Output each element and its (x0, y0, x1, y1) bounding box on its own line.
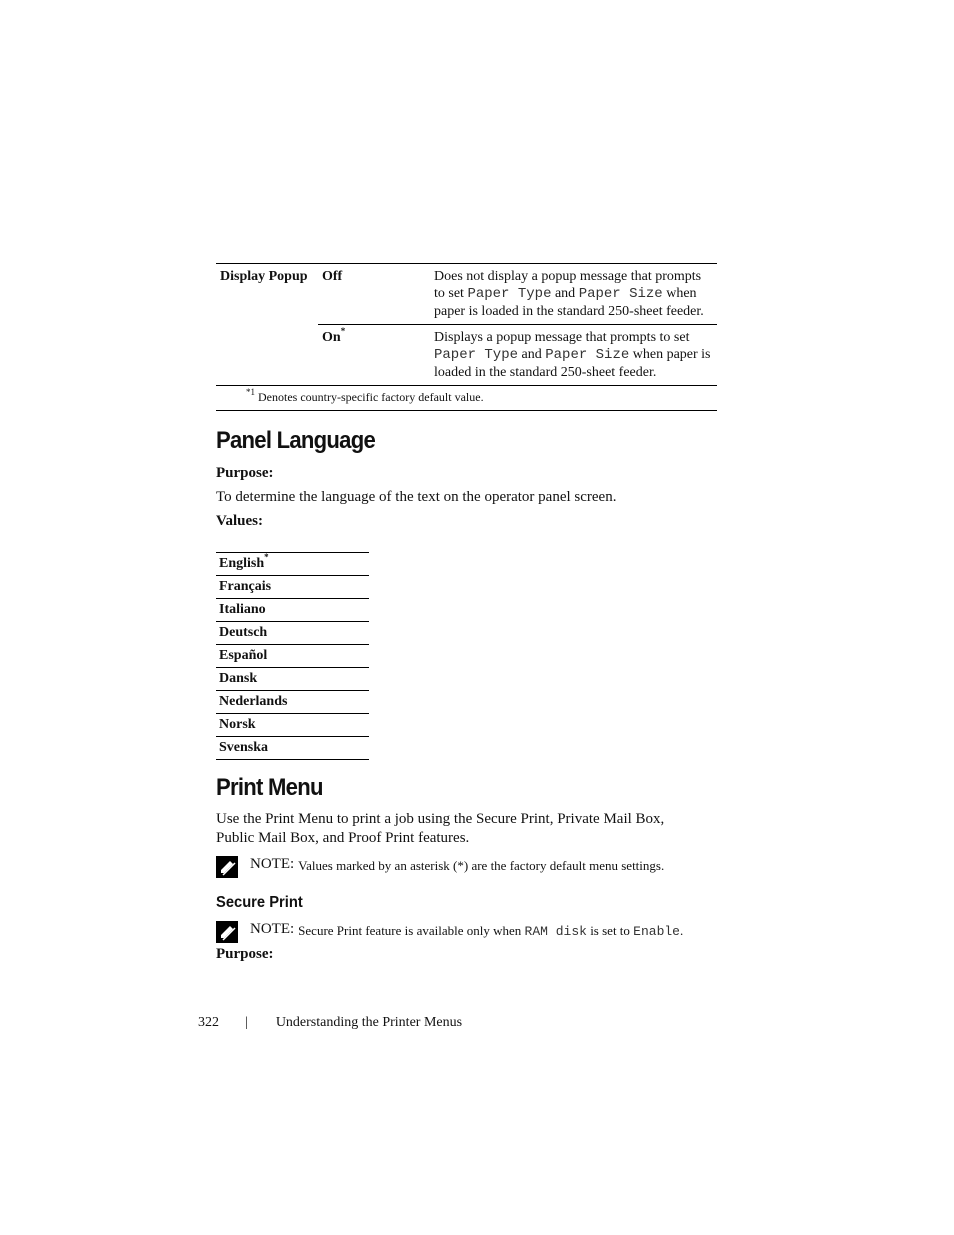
table-row: Norsk (216, 714, 369, 737)
note-default-settings (216, 856, 717, 878)
page-number: 322 (198, 1015, 219, 1030)
note-pencil-icon (216, 921, 238, 943)
option-off-description: Does not display a popup message that prompts to set Paper Type and Paper Size when paper is loaded in the standard 250-sheet feeder. (430, 264, 717, 325)
table-row: Svenska (216, 737, 369, 760)
values-label: Values: (216, 513, 263, 529)
note-prefix: NOTE: (250, 921, 295, 937)
table-row: Deutsch (216, 622, 369, 645)
note-prefix: NOTE: (250, 856, 295, 872)
table-row (216, 264, 717, 325)
purpose-label: Purpose: (216, 465, 274, 481)
note-text: Secure Print feature is available only when RAM disk is set to Enable. (298, 923, 684, 939)
footer-separator: | (245, 1015, 248, 1030)
print-menu-heading: Print Menu (216, 774, 323, 801)
panel-language-heading: Panel Language (216, 427, 376, 454)
page-content (216, 263, 717, 963)
note-secure-print (216, 921, 717, 943)
note-pencil-icon (216, 856, 238, 878)
secure-print-heading: Secure Print (216, 894, 303, 911)
language-values-table (216, 552, 369, 760)
table-row: English* (216, 553, 369, 576)
display-popup-table (216, 263, 717, 411)
page-footer (198, 1015, 462, 1031)
secure-print-purpose-label: Purpose: (216, 946, 274, 962)
option-on-description: Displays a popup message that prompts to set Paper Type and Paper Size when paper is loaded in the standard 250-sheet feeder. (430, 325, 717, 386)
print-menu-intro: Use the Print Menu to print a job using the Secure Print, Private Mail Box, Public Mail Box, and Proof Print features. (216, 811, 665, 846)
table-row (216, 325, 717, 386)
table-footnote: $^{*1}$ Denotes country-specific factory default value. (216, 386, 717, 411)
setting-name: Display Popup (216, 264, 318, 325)
footer-section-title: Understanding the Printer Menus (275, 1015, 463, 1030)
table-footnote-row (216, 386, 717, 411)
table-row: Français (216, 576, 369, 599)
table-row: Italiano (216, 599, 369, 622)
option-on: On* (318, 325, 430, 386)
note-text: Values marked by an asterisk (*) are the factory default menu settings. (298, 858, 665, 873)
table-row: Dansk (216, 668, 369, 691)
table-row: Español (216, 645, 369, 668)
option-off: Off (318, 264, 430, 325)
purpose-text: To determine the language of the text on the operator panel screen. (216, 489, 617, 505)
table-row: Nederlands (216, 691, 369, 714)
